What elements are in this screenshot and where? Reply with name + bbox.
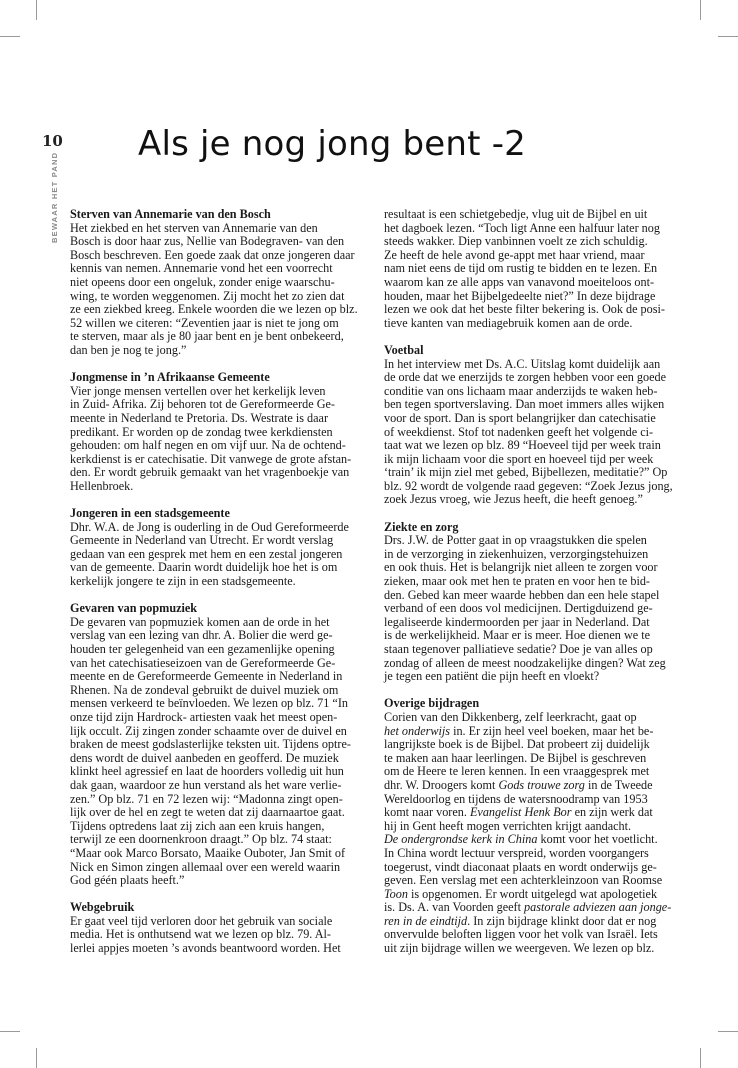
crop-mark [700,1048,701,1068]
section-body: Er gaat veel tijd verloren door het gebruik van sociale media. Het is onthutsend wat we lezen op blz. 79. Al- lerlei appjes moeten ’s avonds beantwoord worden. Het [70,913,341,956]
text-line: hij in Gent heeft mogen verrichten krijgt aandacht. [384,818,632,833]
section-heading: Jongeren in een stadsgemeente [70,506,230,521]
section-body: resultaat is een schietgebedje, vlug uit de Bijbel en uit het dagboek lezen. “Toch ligt Anne een halfuur later nog steeds wakker. Diep vanbinnen voelt ze zich schuldig. Ze heeft de hele avond ge-appt met haar vriend, maar nam niet eens de tijd om rustig te bidden en te lezen. En waarom kan ze alle apps van vanavond moeiteloos ont- houden, maar het Bijbelgedeelte niet?” In deze bijdrage lezen we ook dat het beste filter bekering is. Ook de posi- tieve kanten van mediagebruik komen aan de orde. [384,207,665,330]
text-line: Corien van den Dikkenberg, zelf leerkracht, gaat op [384,709,637,724]
page-title: Als je nog jong bent -2 [138,124,527,164]
section-body: Vier jonge mensen vertellen over het kerkelijk leven in Zuid- Afrika. Zij behoren tot de Gereformeerde Ge- meente in Nederland te Pretoria. Ds. Westrate is daar predikant. Er worden op de zondag twee kerkdiensten gehouden: om half negen en om vijf uur. Na de ochtend- kerkdienst is er catechisatie. Dit vanwege de grote afstan- den. Er wordt gebruik gemaakt van het vragenboekje van Hellenbroek. [70,383,352,493]
text-line: toegerust, vindt diaconaat plaats en wordt onderwijs ge- [384,859,657,874]
section-body [384,711,678,956]
italic-title: ren in de eindtijd [384,913,468,928]
section-heading: Gevaren van popmuziek [70,601,198,616]
section-body: Drs. J.W. de Potter gaat in op vraagstukken die spelen in de verzorging in ziekenhuizen, verzorgingstehuizen en ook thuis. Het is belangrijk niet alleen te zorgen voor zieken, maar ook met hen te praten en voor hen te bid- den. Gebed kan meer waarde hebben dan een hele stapel verband of een doos vol medicijnen. Dertigduizend ge- legaliseerde kindermoorden per jaar in Nederland. Dat is de werkelijkheid. Maar er is meer. Hoe dienen we te staan tegenover palliatieve sedatie? Doe je van alles op zondag of alleen de meest noodzakelijke dingen? Wat zeg je tegen een patiënt die pijn heeft en vloekt? [384,533,666,684]
section-body: In het interview met Ds. A.C. Uitslag komt duidelijk aan de orde dat we enerzijds te zorgen hebben voor een goede conditie van ons lichaam maar anderzijds te waken heb- ben tegen sportverslaving. Dan moet immers alles wijken voor de sport. Dan is sport belangrijker dan catechisatie of weekdienst. Stof tot nadenken geeft het volgende ci- taat wat we lezen op blz. 89 “Hoeveel tijd per week train ik mijn lichaam voor die sport en hoeveel tijd per week ‘train’ ik mijn ziel met gebed, Bijbellezen, meditatie?” Op blz. 92 wordt de volgende raad gegeven: “Zoek Jezus jong, zoek Jezus vroeg, wie Jezus heeft, die heeft genoeg.” [384,356,673,507]
crop-mark [0,1031,20,1032]
italic-title: het onderwijs [384,723,451,738]
section-heading: Voetbal [384,342,424,357]
section-body: Het ziekbed en het sterven van Annemarie van den Bosch is door haar zus, Nellie van Bodegraven- van den Bosch beschreven. Een goede zaak dat onze jongeren daar kennis van nemen. Annemarie vond het een voorrecht niet opeens door een ongeluk, zonder enige waarschu- wing, te worden weggenomen. Zij mocht het zo zien dat ze een ziekbed kreeg. Enkele woorden die we lezen op blz. 52 willen we citeren: “Zeventien jaar is niet te jong om te sterven, maar als je 80 jaar bent en je bent onbekeerd, dan ben je nog te jong.” [70,220,358,357]
section-heading: Webgebruik [70,900,135,915]
text-line: Wereldoorlog en tijdens de watersnoodramp van 1953 [384,791,648,806]
text-line: om de Heere te leren kennen. In een vraaggesprek met [384,764,650,779]
section-heading: Sterven van Annemarie van den Bosch [70,207,271,221]
text-line: In China wordt lectuur verspreid, worden voorgangers [384,845,649,860]
italic-title: pastorale adviezen aan jonge- [524,900,672,915]
text-line: onvervulde beloften liggen voor het volk van Israël. Iets [384,927,658,942]
text-line: geven. Een verslag met een achterkleinzoon van Roomse [384,873,663,888]
article-section-continued [384,208,678,330]
section-heading: Jongmense in ’n Afrikaanse Gemeente [70,370,270,385]
article-section [384,521,678,684]
left-column [70,208,364,969]
article-section [70,507,364,589]
article-section [70,602,364,887]
crop-mark [36,0,37,20]
text-line: in de Tweede [584,777,653,792]
section-body: De gevaren van popmuziek komen aan de orde in het verslag van een lezing van dhr. A. Bolier die werd ge- houden ter gelegenheid van een gezamenlijke opening van het catechisatieseizoen van de Gereformeerde Ge- meente en de Gereformeerde Gemeente in Nederland in Rhenen. Na de zondeval gebruikt de duivel muziek om mensen verkeerd te beïnvloeden. We lezen op blz. 71 “In onze tijd zijn Hardrock- artiesten vaak het meest open- lijk occult. Zij zingen zonder schaamte over de duivel en braken de meest godslasterlijke teksten uit. Tijdens optre- dens wordt de duivel aanbeden en geofferd. De muziek klinkt heel agressief en laat de hoorders volledig uit hun dak gaan, waardoor ze hun verstand als het ware verlie- zen.” Op blz. 71 en 72 lezen wij: “Madonna zingt open- lijk over de hel en zegt te weten dat zij daarnaartoe gaat. Tijdens optredens laat zij zich aan een kruis hangen, terwijl ze een doornenkroon draagt.” Op blz. 74 staat: “Maar ook Marco Borsato, Maaike Ouboter, Jan Smit of Nick en Simon zingen allemaal over een wereld waarin God géén plaats heeft.” [70,614,351,888]
text-line: is. Ds. A. van Voorden geeft [384,900,525,915]
section-heading: Overige bijdragen [384,696,480,711]
article-section [70,371,364,493]
article-section [70,901,364,955]
italic-title: Gods trouwe zorg [498,777,585,792]
text-line: uit zijn bijdrage willen we weergeven. We lezen op blz. [384,941,655,956]
page-number: 10 [42,132,63,150]
crop-mark [718,36,738,37]
text-line: is opgenomen. Er wordt uitgelegd wat apologetiek [407,886,658,901]
article-section [384,697,678,955]
text-line: komt voor het voetlicht. [537,832,658,847]
italic-title: De ondergrondse kerk in China [384,832,538,847]
text-line: . In zijn bijdrage klinkt door dat er nog [467,913,657,928]
text-line: te maken aan haar leerlingen. De Bijbel is geschreven [384,750,647,765]
section-body: Dhr. W.A. de Jong is ouderling in de Oud Gereformeerde Gemeente in Nederland van Utrecht. Er wordt verslag gedaan van een gesprek met hem en een zestal jongeren van de gemeente. Daarin wordt duidelijk hoe het is om kerkelijk jongere te zijn in een stadsgemeente. [70,519,349,589]
italic-title: Evangelist Henk Bor [469,805,572,820]
crop-mark [0,36,20,37]
text-line: komt naar voren. [384,805,470,820]
text-line: dhr. W. Droogers komt [384,777,499,792]
italic-title: Toon [384,886,408,901]
right-column [384,208,678,969]
text-line: langrijkste boek is de Bijbel. Dat probeert zij duidelijk [384,737,650,752]
crop-mark [718,1031,738,1032]
article-section [70,208,364,358]
article-section [384,344,678,507]
section-heading: Ziekte en zorg [384,519,459,534]
crop-mark [700,0,701,20]
crop-mark [36,1048,37,1068]
text-line: en zijn werk dat [571,805,653,820]
side-label: BEWAAR HET PAND [50,152,59,244]
text-line: in. Er zijn heel veel boeken, maar het be- [450,723,654,738]
